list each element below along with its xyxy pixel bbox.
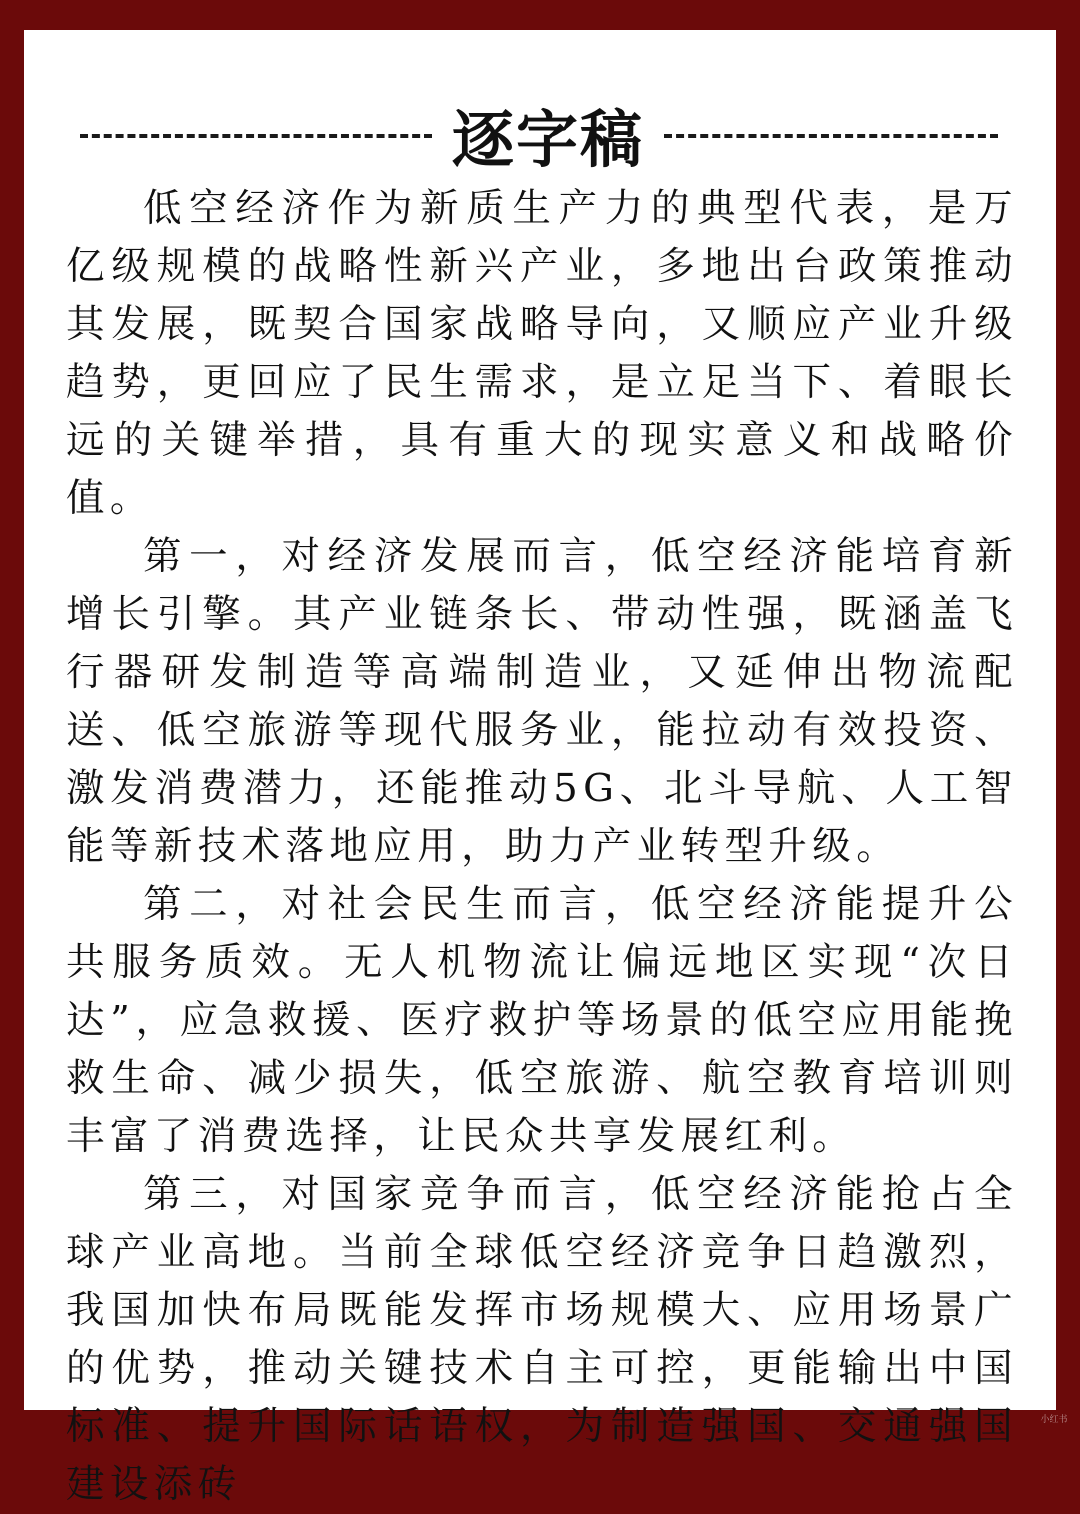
paragraph-competition: 第三，对国家竞争而言，低空经济能抢占全球产业高地。当前全球低空经济竞争日趋激烈，我国加快布局既能发挥市场规模大、应用场景广的优势，推动关键技术自主可控，更能输出中国标准、提升国际话语权，为制造强国、交通强国建设添砖 <box>66 1172 1018 1507</box>
title-divider-right <box>664 134 998 138</box>
paragraph-livelihood: 第二，对社会民生而言，低空经济能提升公共服务质效。无人机物流让偏远地区实现“次日达”，应急救援、医疗救护等场景的低空应用能挽救生命、减少损失，低空旅游、航空教育培训则丰富了消费选择，让民众共享发展红利。 <box>66 882 1018 1159</box>
document-title: 逐字稿 <box>451 103 644 176</box>
watermark-logo: 小红书 <box>1040 1415 1068 1425</box>
title-row <box>24 100 1056 180</box>
document-body <box>66 180 1018 1514</box>
paragraph-intro: 低空经济作为新质生产力的典型代表，是万亿级规模的战略性新兴产业，多地出台政策推动其发展，既契合国家战略导向，又顺应产业升级趋势，更回应了民生需求，是立足当下、着眼长远的关键举措，具有重大的现实意义和战略价值。 <box>66 186 1018 521</box>
paragraph-economy: 第一，对经济发展而言，低空经济能培育新增长引擎。其产业链条长、带动性强，既涵盖飞行器研发制造等高端制造业，又延伸出物流配送、低空旅游等现代服务业，能拉动有效投资、激发消费潜力，还能推动5G、北斗导航、人工智能等新技术落地应用，助力产业转型升级。 <box>66 534 1018 869</box>
title-divider-left <box>80 134 432 138</box>
